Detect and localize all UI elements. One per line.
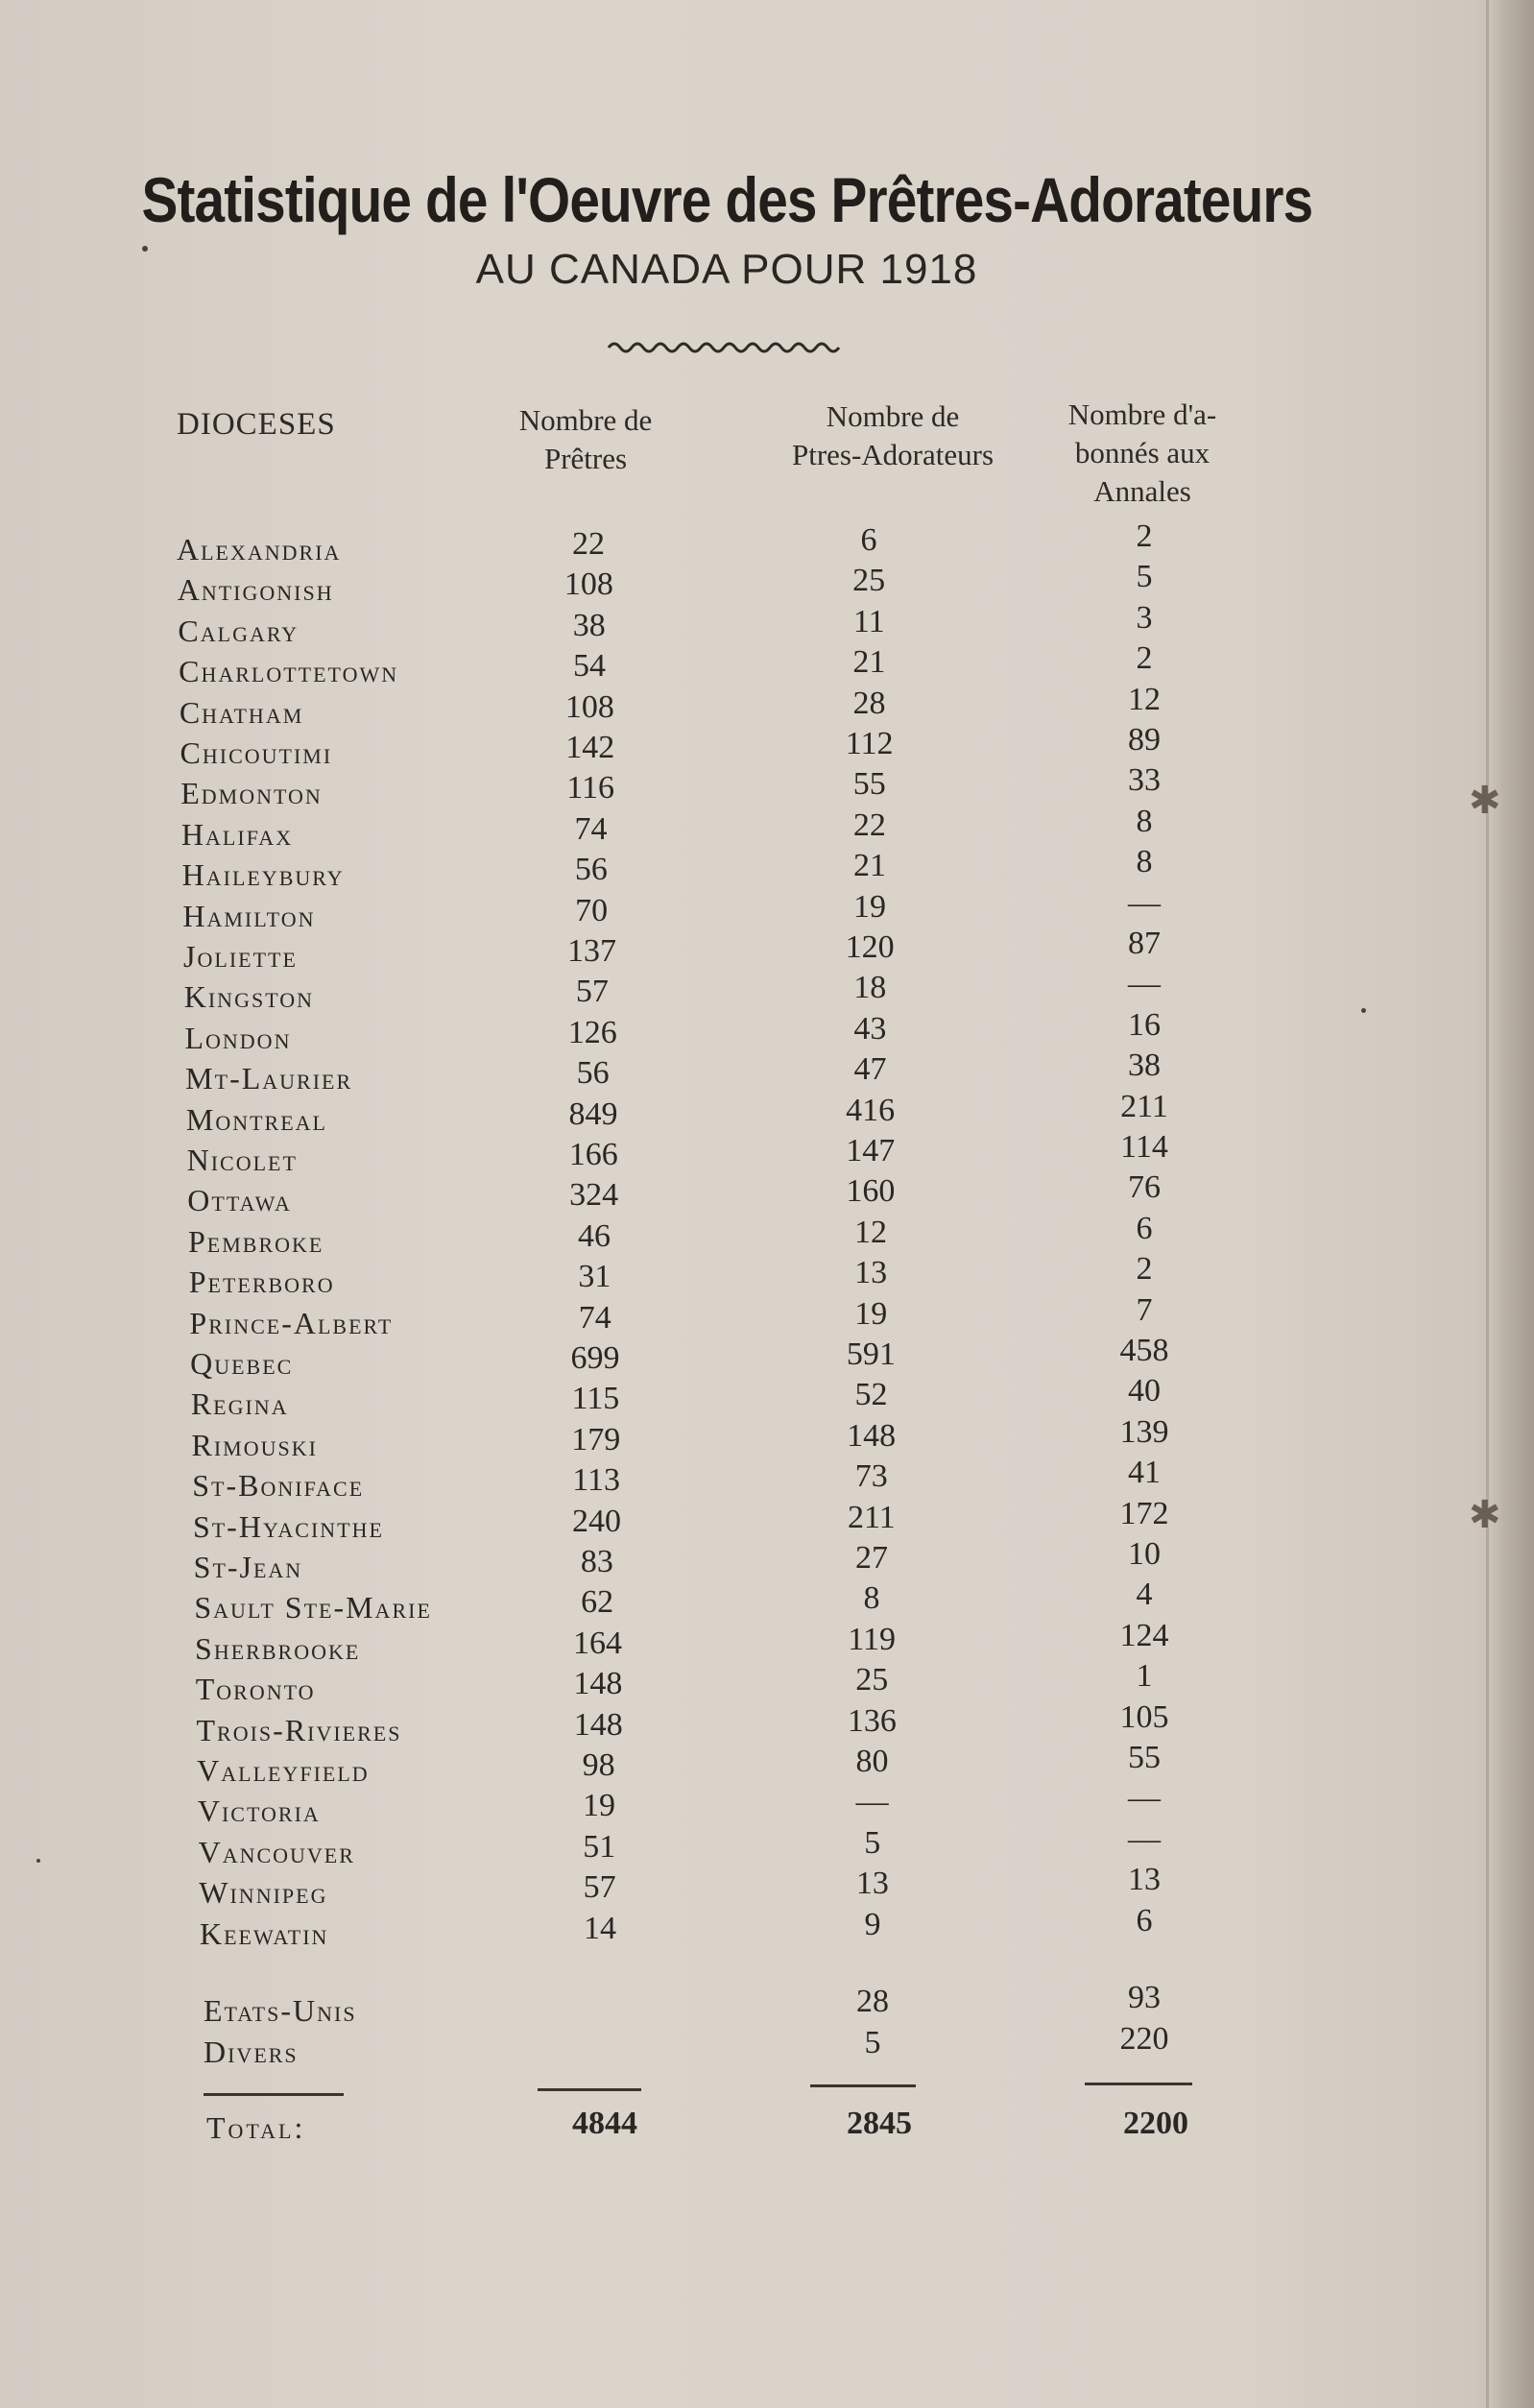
cell-pretres: 179: [571, 1421, 621, 1457]
cell-adorateurs: 13: [855, 1866, 889, 1902]
diocese-name: Winnipeg: [199, 1875, 328, 1911]
total-abonnes: 2200: [1123, 2106, 1188, 2141]
diocese-name: Hamilton: [182, 898, 316, 933]
staple-mark: ✱: [1469, 1493, 1501, 1536]
page-subtitle: AU CANADA POUR 1918: [475, 246, 978, 293]
cell-pretres: 51: [583, 1828, 616, 1865]
cell-pretres: 22: [572, 526, 605, 562]
diocese-name: Alexandria: [177, 532, 342, 566]
cell-abonnes: 55: [1128, 1740, 1161, 1775]
diocese-name: Mt-Laurier: [185, 1061, 353, 1096]
cell-adorateurs: 28: [856, 1984, 889, 2019]
cell-pretres: 74: [578, 1299, 611, 1336]
staple-mark: ✱: [1469, 779, 1501, 822]
column-header-dioceses: DIOCESES: [177, 407, 336, 442]
cell-pretres: 74: [574, 810, 608, 847]
cell-adorateurs: 120: [845, 929, 895, 965]
cell-abonnes: 40: [1128, 1373, 1161, 1409]
diocese-name: Nicolet: [186, 1143, 298, 1177]
table-row: [0, 1577, 1248, 1625]
diocese-name: Pembroke: [188, 1223, 324, 1259]
diocese-name: Halifax: [180, 816, 294, 852]
cell-abonnes: —: [1128, 1780, 1161, 1817]
cell-adorateurs: 5: [864, 1824, 881, 1861]
table-row: [0, 926, 1248, 974]
table-row: [0, 1980, 1248, 2028]
cell-pretres: 108: [563, 566, 613, 603]
cell-pretres: 166: [568, 1137, 618, 1172]
ink-speck: [1361, 1008, 1366, 1013]
cell-pretres: 324: [569, 1177, 619, 1214]
diocese-name: Chatham: [179, 694, 304, 730]
cell-pretres: 240: [571, 1503, 621, 1539]
cell-pretres: 98: [582, 1747, 615, 1783]
cell-adorateurs: 211: [847, 1499, 896, 1535]
column-header-abonnes: [1037, 396, 1248, 511]
cell-abonnes: —: [1128, 966, 1161, 1002]
cell-adorateurs: 6: [860, 522, 877, 558]
header-line: Prêtres: [543, 442, 628, 475]
cell-pretres: 115: [571, 1381, 620, 1417]
table-row: [0, 1495, 1248, 1544]
cell-pretres: 113: [572, 1462, 620, 1499]
cell-abonnes: 220: [1119, 2021, 1169, 2057]
diocese-name: Valleyfield: [197, 1753, 370, 1788]
cell-pretres: 56: [574, 852, 608, 888]
table-row: [0, 844, 1248, 893]
cell-pretres: 54: [573, 648, 607, 685]
table-row: [0, 1820, 1248, 1869]
diocese-name: Sault Ste-Marie: [194, 1590, 432, 1625]
cell-abonnes: 105: [1119, 1698, 1169, 1735]
diocese-name: Peterboro: [188, 1264, 335, 1300]
table-row: [0, 599, 1248, 648]
diocese-name: Divers: [204, 2035, 299, 2069]
header-line: Nombre de: [826, 399, 960, 433]
cell-abonnes: 211: [1120, 1088, 1168, 1124]
cell-abonnes: 10: [1128, 1536, 1161, 1572]
cell-pretres: 19: [582, 1788, 615, 1824]
header-line: Nombre d'a-: [1067, 397, 1217, 431]
page-title: Statistique de l'Oeuvre des Prêtres-Adorateurs: [141, 164, 1313, 235]
cell-adorateurs: 112: [845, 726, 894, 761]
cell-abonnes: 38: [1128, 1047, 1161, 1084]
cell-adorateurs: 12: [854, 1214, 887, 1250]
diocese-name: Joliette: [183, 939, 298, 974]
diocese-name: Regina: [190, 1386, 289, 1422]
cell-abonnes: 4: [1136, 1577, 1153, 1613]
header-line: Ptres-Adorateurs: [791, 438, 995, 471]
cell-adorateurs: 21: [852, 848, 886, 884]
cell-pretres: 142: [565, 730, 615, 765]
cell-pretres: 116: [566, 770, 614, 807]
cell-pretres: 164: [573, 1625, 623, 1661]
cell-pretres: 14: [584, 1910, 616, 1946]
table-row: [0, 681, 1248, 730]
cell-abonnes: 16: [1128, 1006, 1161, 1043]
cell-adorateurs: 80: [855, 1744, 889, 1779]
diocese-name: Quebec: [190, 1346, 294, 1381]
table-row: [0, 1129, 1248, 1177]
table-row: [0, 1291, 1248, 1340]
cell-abonnes: 2: [1136, 640, 1153, 677]
cell-adorateurs: 47: [853, 1051, 887, 1088]
cell-abonnes: 76: [1128, 1169, 1161, 1206]
decorative-wave-divider: [607, 336, 847, 359]
total-rule: [204, 2093, 344, 2096]
diocese-name: Calgary: [178, 613, 300, 648]
diocese-name: Vancouver: [198, 1834, 355, 1869]
diocese-name: Keewatin: [200, 1915, 329, 1951]
table-row: [0, 1413, 1248, 1462]
table-row: [0, 762, 1248, 811]
cell-abonnes: 7: [1136, 1291, 1153, 1328]
cell-abonnes: 458: [1119, 1333, 1169, 1368]
cell-adorateurs: 25: [852, 563, 886, 599]
cell-adorateurs: 591: [846, 1336, 896, 1372]
page-fold-line: [1486, 0, 1489, 2408]
total-rule: [1085, 2083, 1192, 2085]
cell-adorateurs: 21: [852, 644, 886, 681]
cell-abonnes: 89: [1128, 722, 1161, 758]
column-header-pretres: [480, 401, 691, 478]
table-row: [0, 1169, 1248, 1218]
table-row: [0, 966, 1248, 1015]
table-row: [0, 1617, 1248, 1666]
cell-abonnes: 114: [1120, 1129, 1168, 1165]
cell-abonnes: 6: [1136, 1210, 1153, 1246]
cell-adorateurs: 19: [853, 888, 887, 925]
table-row: [0, 1251, 1248, 1300]
cell-pretres: 62: [581, 1584, 614, 1621]
cell-abonnes: 124: [1119, 1617, 1169, 1653]
table-row: [0, 1210, 1248, 1259]
cell-pretres: 56: [576, 1055, 610, 1092]
cell-adorateurs: 160: [846, 1173, 896, 1210]
diocese-name: Kingston: [183, 979, 315, 1015]
cell-abonnes: 1: [1136, 1658, 1153, 1695]
diocese-name: Chicoutimi: [180, 735, 333, 770]
cell-pretres: 148: [573, 1666, 623, 1702]
cell-adorateurs: 43: [853, 1010, 887, 1047]
table-row: [0, 2021, 1248, 2069]
diocese-name: St-Boniface: [192, 1468, 365, 1504]
diocese-name: Rimouski: [191, 1427, 318, 1462]
cell-pretres: 57: [583, 1869, 616, 1906]
cell-pretres: 148: [573, 1706, 623, 1743]
cell-abonnes: 139: [1119, 1413, 1169, 1450]
cell-abonnes: 93: [1128, 1980, 1161, 2015]
total-rule: [538, 2088, 641, 2091]
cell-adorateurs: 147: [846, 1133, 896, 1168]
table-row: [0, 518, 1248, 566]
cell-adorateurs: 119: [848, 1621, 897, 1657]
page-edge-shadow: [1490, 0, 1534, 2408]
diocese-name: Haileybury: [181, 857, 345, 893]
cell-abonnes: 8: [1136, 844, 1153, 880]
diocese-name: Antigonish: [177, 572, 334, 608]
diocese-name: Charlottetown: [179, 654, 399, 689]
cell-adorateurs: 416: [846, 1092, 896, 1128]
cell-adorateurs: 18: [853, 970, 887, 1006]
cell-adorateurs: 9: [864, 1906, 881, 1942]
cell-pretres: 126: [567, 1014, 617, 1050]
cell-abonnes: —: [1128, 884, 1161, 921]
diocese-name: Prince-Albert: [189, 1305, 394, 1340]
cell-pretres: 699: [570, 1340, 620, 1376]
diocese-name: St-Hyacinthe: [192, 1508, 384, 1544]
cell-adorateurs: 5: [864, 2025, 881, 2060]
cell-abonnes: 33: [1128, 762, 1161, 799]
cell-adorateurs: 28: [852, 685, 886, 721]
cell-adorateurs: 22: [852, 807, 886, 843]
cell-adorateurs: 8: [863, 1580, 880, 1617]
cell-adorateurs: 73: [854, 1458, 888, 1495]
cell-adorateurs: 13: [854, 1255, 888, 1291]
table-row: [0, 1902, 1248, 1951]
table-row: [0, 1047, 1248, 1096]
cell-abonnes: 12: [1128, 681, 1161, 717]
cell-abonnes: —: [1128, 1820, 1161, 1857]
diocese-name: Sherbrooke: [195, 1630, 361, 1666]
diocese-name: Ottawa: [187, 1183, 292, 1218]
header-line: Annales: [1093, 474, 1191, 508]
cell-abonnes: 2: [1136, 1251, 1153, 1288]
table-row: [0, 559, 1248, 608]
table-row: [0, 1658, 1248, 1707]
table-row: [0, 1698, 1248, 1747]
table-row: [0, 1455, 1248, 1504]
table-row: [0, 803, 1248, 852]
cell-pretres: 108: [564, 688, 614, 725]
table-row: [0, 722, 1248, 770]
cell-adorateurs: —: [855, 1784, 889, 1820]
cell-abonnes: 3: [1136, 599, 1153, 636]
cell-pretres: 46: [578, 1217, 611, 1254]
cell-adorateurs: 19: [854, 1295, 888, 1332]
cell-abonnes: 8: [1136, 803, 1153, 839]
diocese-name: Etats-Unis: [204, 1993, 357, 2028]
table-row: [0, 884, 1248, 933]
cell-adorateurs: 11: [852, 603, 885, 639]
cell-pretres: 137: [567, 933, 617, 969]
diocese-name: London: [184, 1020, 292, 1055]
total-adorateurs: 2845: [847, 2106, 912, 2141]
cell-adorateurs: 25: [855, 1662, 889, 1698]
table-row: [0, 1373, 1248, 1422]
header-line: Nombre de: [518, 403, 653, 437]
cell-pretres: 849: [568, 1096, 618, 1132]
cell-pretres: 57: [575, 974, 609, 1010]
table-row: [0, 1006, 1248, 1055]
cell-adorateurs: 52: [854, 1377, 888, 1413]
cell-abonnes: 87: [1128, 926, 1161, 961]
diocese-name: St-Jean: [193, 1550, 303, 1584]
diocese-name: Toronto: [195, 1672, 316, 1707]
cell-pretres: 83: [580, 1544, 613, 1579]
table-row: [0, 1088, 1248, 1137]
cell-pretres: 38: [572, 607, 606, 643]
table-row: [0, 1536, 1248, 1584]
cell-adorateurs: 136: [847, 1702, 897, 1739]
table-row: [0, 1862, 1248, 1911]
cell-adorateurs: 55: [852, 766, 886, 803]
cell-adorateurs: 27: [854, 1540, 888, 1576]
cell-abonnes: 2: [1136, 518, 1153, 554]
diocese-name: Victoria: [197, 1794, 321, 1829]
table-row: [0, 1740, 1248, 1788]
total-rule: [810, 2084, 916, 2087]
cell-abonnes: 6: [1136, 1902, 1153, 1938]
cell-abonnes: 5: [1136, 559, 1153, 595]
diocese-name: Montreal: [185, 1101, 327, 1137]
cell-abonnes: 13: [1128, 1862, 1161, 1898]
cell-abonnes: 172: [1119, 1495, 1169, 1531]
diocese-name: Trois-Rivieres: [196, 1712, 402, 1747]
diocese-name: Edmonton: [180, 776, 323, 811]
table-row: [0, 1333, 1248, 1381]
cell-pretres: 31: [578, 1259, 611, 1295]
column-header-adorateurs: [749, 397, 1037, 474]
total-label: Total:: [206, 2110, 306, 2145]
table-row: [0, 640, 1248, 689]
total-pretres: 4844: [572, 2106, 637, 2141]
cell-abonnes: 41: [1128, 1455, 1161, 1491]
cell-adorateurs: 148: [847, 1417, 897, 1454]
cell-pretres: 70: [575, 892, 609, 928]
table-row: [0, 1780, 1248, 1829]
header-line: bonnés aux: [1074, 436, 1210, 470]
